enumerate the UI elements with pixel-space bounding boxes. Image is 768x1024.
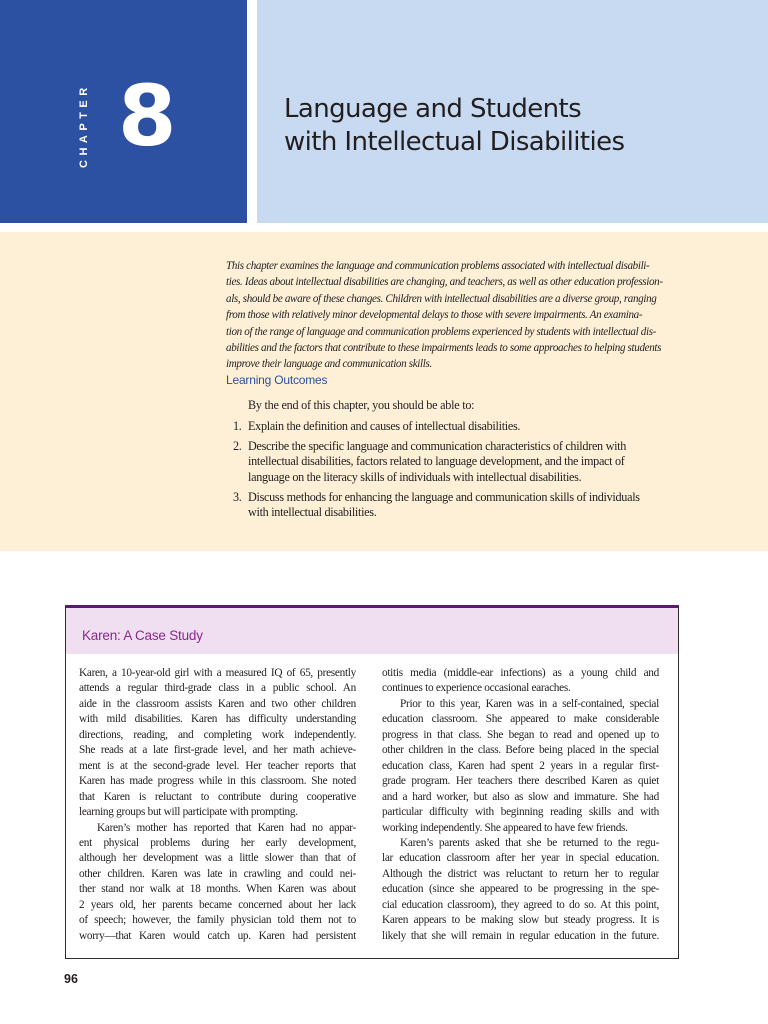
- text-line: ther stand nor walk at 18 months. When Karen was about: [79, 883, 356, 896]
- outcome-line: Explain the definition and causes of intellectual disabilities.: [248, 419, 521, 433]
- text-line: attends a regular third-grade class in a public school. An: [79, 682, 356, 695]
- intro-line: This chapter examines the language and communication problems associated with intellectual disabili-: [226, 260, 650, 272]
- text-line: She reads at a late first-grade level, and her math achieve-: [79, 744, 356, 757]
- learning-outcome-item: [226, 419, 686, 434]
- text-line: that Karen is reluctant to contribute during cooperative: [79, 790, 356, 803]
- intro-line: tion of the range of language and communication problems experienced by students with intellectual dis-: [226, 325, 657, 338]
- text-line: Karen’s mother has reported that Karen had no appar-: [97, 821, 356, 834]
- text-line: ent physical problems during her early development,: [79, 836, 356, 849]
- chapter-title-line: Language and Students: [284, 94, 582, 124]
- text-line: aide in the classroom assists Karen and two other children: [79, 697, 356, 710]
- text-line: directions, reading, and completing work independently.: [79, 728, 356, 741]
- case-study-right-column: [382, 666, 659, 944]
- chapter-label: CHAPTER: [78, 83, 90, 168]
- chapter-title: [284, 93, 624, 159]
- intro-section: [0, 232, 768, 551]
- text-line: grade program. Her teachers there described Karen as quiet: [382, 775, 659, 788]
- intro-line: abilities and the factors that contribute to these impairments leads to some approaches to helping students: [226, 342, 662, 355]
- chapter-number-panel: [0, 0, 247, 223]
- text-line: otitis media (middle-ear infections) as a young child and: [382, 667, 659, 679]
- text-line: and a hard worker, but also as slow and immature. She had: [382, 790, 659, 803]
- outcome-line: intellectual disabilities, factors related to language development, and the impact of: [248, 454, 625, 469]
- text-line: Karen, a 10-year-old girl with a measured IQ of 65, presently: [79, 667, 356, 679]
- text-line: education (since she appeared to be progressing in the spe-: [382, 883, 659, 896]
- case-study-header: [66, 608, 678, 654]
- outcome-line: Describe the specific language and communication characteristics of children with: [248, 439, 627, 454]
- text-line: continues to experience occasional earaches.: [382, 682, 571, 695]
- outcome-line: with intellectual disabilities.: [248, 505, 377, 520]
- header-gutter: [247, 0, 257, 223]
- text-line: education class, Karen had spent 2 years in a regular first-: [382, 759, 659, 772]
- learning-outcomes-lead: By the end of this chapter, you should be able to:: [248, 398, 475, 412]
- learning-outcome-item: [226, 439, 686, 485]
- case-paragraph: [382, 666, 659, 697]
- text-line: other children in the class. Before being placed in the special: [382, 744, 659, 757]
- text-line: learning groups but will participate with prompting.: [79, 806, 298, 819]
- text-line: education classroom. She appeared to make considerable: [382, 713, 659, 726]
- intro-line: from those with relatively minor developmental delays to those with severe impairments. An examina-: [226, 309, 643, 322]
- outcome-number: 2.: [233, 439, 242, 454]
- text-line: cial education classroom), they agreed to do so. At this point,: [382, 898, 659, 911]
- case-study-box: [65, 605, 679, 959]
- intro-paragraph: [226, 258, 678, 373]
- text-line: particular difficulty with beginning reading skills and with: [382, 806, 659, 819]
- text-line: likely that she will remain in regular education in the future.: [382, 929, 659, 942]
- text-line: worry—that Karen would catch up. Karen had persistent: [79, 929, 356, 942]
- learning-outcome-item: [226, 490, 686, 520]
- text-line: 2 years old, her parents became concerned about her lack: [79, 898, 356, 911]
- text-line: lar education classroom after her year in special education.: [382, 852, 659, 865]
- case-paragraph: [382, 836, 659, 944]
- learning-outcomes-heading: Learning Outcomes: [226, 373, 328, 387]
- text-line: Karen has made progress while in this classroom. She noted: [79, 775, 356, 788]
- case-study-title: Karen: A Case Study: [82, 628, 203, 643]
- intro-line: improve their language and communication skills.: [226, 358, 432, 371]
- learning-outcomes-list: [226, 419, 686, 520]
- outcome-number: 1.: [233, 419, 242, 433]
- text-line: Although the district was reluctant to return her to regular: [382, 867, 659, 880]
- text-line: Prior to this year, Karen was in a self-contained, special: [400, 697, 659, 710]
- chapter-title-line: with Intellectual Disabilities: [284, 127, 625, 157]
- text-line: Karen appears to be making slow but steady progress. It is: [382, 914, 659, 927]
- chapter-number: 8: [118, 67, 175, 165]
- text-line: although her development was a little slower than that of: [79, 852, 356, 865]
- intro-line: ties. Ideas about intellectual disabilities are changing, and teachers, as well as other education profession-: [226, 276, 663, 289]
- case-paragraph: [382, 697, 659, 836]
- outcome-number: 3.: [233, 489, 242, 504]
- page-number: 96: [64, 972, 78, 986]
- case-study-left-column: [79, 666, 356, 944]
- case-paragraph: [79, 821, 356, 945]
- intro-line: als, should be aware of these changes. Children with intellectual disabilities are a diverse group, ranging: [226, 292, 657, 305]
- text-line: of speech; however, the family physician told them not to: [79, 914, 356, 927]
- text-line: progress in that class. She began to read and opened up to: [382, 728, 659, 741]
- text-line: working independently. She appeared to have few friends.: [382, 821, 628, 834]
- outcome-line: Discuss methods for enhancing the language and communication skills of individuals: [248, 489, 640, 504]
- chapter-title-panel: [257, 0, 768, 223]
- text-line: Karen’s parents asked that she be returned to the regu-: [400, 836, 659, 849]
- text-line: other children. Karen was late in crawling and could nei-: [79, 867, 356, 880]
- case-paragraph: [79, 666, 356, 821]
- text-line: with mild disabilities. Karen has difficulty understanding: [79, 713, 356, 726]
- outcome-line: language on the literacy skills of individuals with intellectual disabilities.: [248, 469, 582, 484]
- text-line: ment is at the second-grade level. Her teacher reports that: [79, 759, 356, 772]
